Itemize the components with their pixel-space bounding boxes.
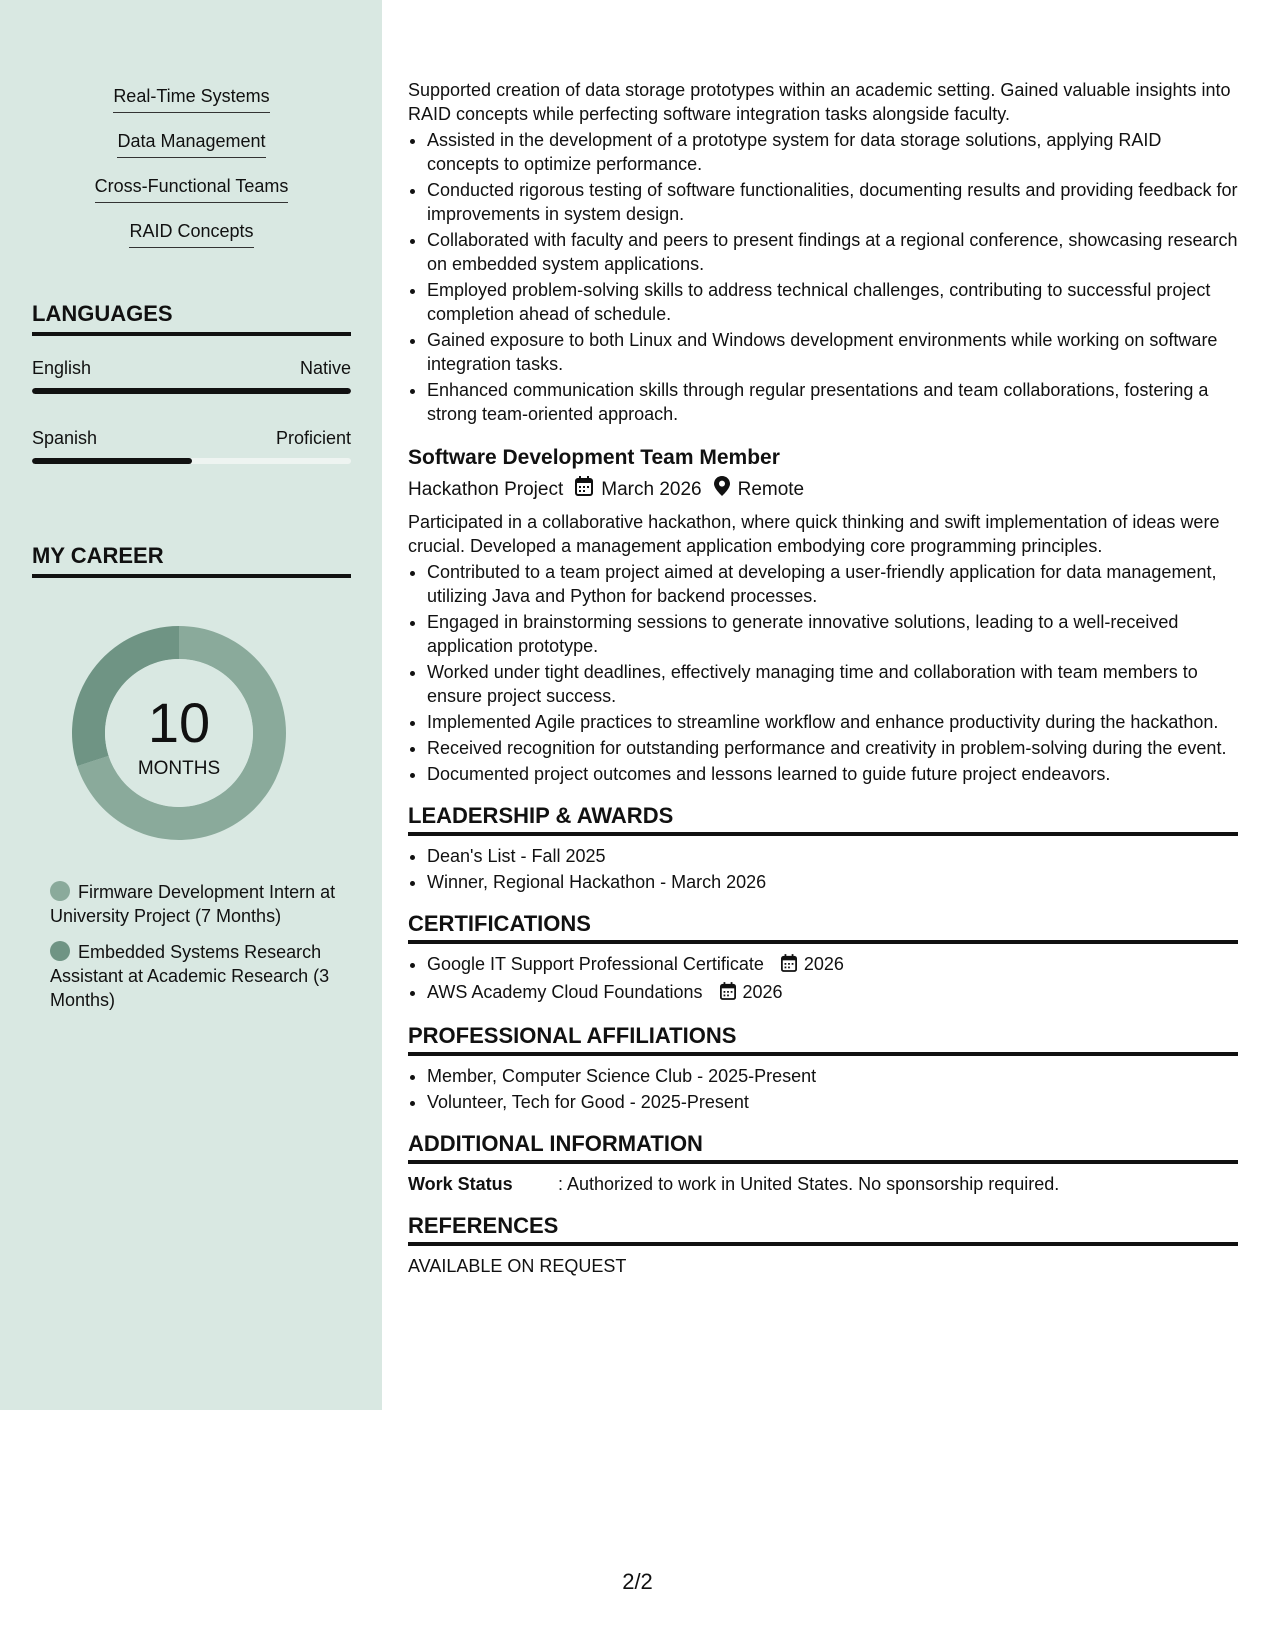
job-bullets <box>427 560 1238 786</box>
language-english <box>32 356 351 394</box>
list-item: • Gained exposure to both Linux and Windows development environments while working on software integration tasks. <box>427 328 1238 376</box>
skill-item: RAID Concepts <box>129 219 253 248</box>
list-item: • Engaged in brainstorming sessions to generate innovative solutions, leading to a well-received application prototype. <box>427 610 1238 658</box>
language-level: Proficient <box>275 428 351 448</box>
legend-item <box>50 880 340 928</box>
list-item: • Contributed to a team project aimed at developing a user-friendly application for data management, utilizing Java and Python for backend processes. <box>427 560 1238 608</box>
list-item: • Dean's List - Fall 2025 <box>427 844 1238 868</box>
work-status-value: : Authorized to work in United States. No sponsorship required. <box>558 1174 1060 1194</box>
list-item: • Conducted rigorous testing of software functionalities, documenting results and providing feedback for improvements in system design. <box>427 178 1238 226</box>
skill-item: Data Management <box>117 129 265 158</box>
cert-name: Google IT Support Professional Certificate <box>427 954 764 974</box>
job-date: March 2026 <box>601 479 702 500</box>
donut-center <box>64 618 294 848</box>
sidebar <box>0 0 382 1410</box>
list-item: • Winner, Regional Hackathon - March 2026 <box>427 870 1238 894</box>
legend-dot <box>50 881 70 901</box>
cert-year: 2026 <box>803 954 844 974</box>
language-name: English <box>32 358 92 378</box>
career-unit: MONTHS <box>137 758 221 779</box>
list-item <box>427 952 1238 978</box>
work-status <box>408 1172 1238 1196</box>
career-legend <box>50 880 340 1024</box>
list-item: • Implemented Agile practices to streamline workflow and enhance productivity during the hackathon. <box>427 710 1238 734</box>
work-status-label: Work Status <box>408 1174 513 1194</box>
list-item: • Received recognition for outstanding performance and creativity in problem-solving during the event. <box>427 736 1238 760</box>
references-heading: REFERENCES <box>408 1212 1238 1246</box>
leadership-list <box>427 844 1238 894</box>
list-item: • Member, Computer Science Club - 2025-Present <box>427 1064 1238 1088</box>
language-name: Spanish <box>32 428 98 448</box>
proficiency-fill <box>32 458 192 464</box>
career-donut-chart <box>64 618 294 848</box>
language-spanish <box>32 426 351 464</box>
main-content <box>408 78 1238 1278</box>
list-item: • Documented project outcomes and lessons learned to guide future project endeavors. <box>427 762 1238 786</box>
calendar-icon <box>781 954 797 978</box>
legend-label: Firmware Development Intern at University Project (7 Months) <box>50 882 336 926</box>
skill-item: Cross-Functional Teams <box>95 174 289 203</box>
experience-bullets <box>427 128 1238 426</box>
proficiency-fill <box>32 388 351 394</box>
experience-summary: Supported creation of data storage prototypes within an academic setting. Gained valuable insights into RAID concepts while perfecting software integration tasks alongside faculty. <box>408 80 1231 124</box>
job-summary: Participated in a collaborative hackathon, where quick thinking and swift implementation of ideas were crucial. Developed a management application embodying core programming principles. <box>408 512 1220 556</box>
career-total: 10 <box>147 691 211 754</box>
job-company: Hackathon Project <box>408 479 564 500</box>
list-item: • Volunteer, Tech for Good - 2025-Present <box>427 1090 1238 1114</box>
list-item: • Enhanced communication skills through regular presentations and team collaborations, fostering a strong team-oriented approach. <box>427 378 1238 426</box>
job-location: Remote <box>737 479 805 500</box>
list-item: • Worked under tight deadlines, effectively managing time and collaboration with team members to ensure project success. <box>427 660 1238 708</box>
certifications-list <box>427 952 1238 1006</box>
certifications-heading: CERTIFICATIONS <box>408 910 1238 944</box>
additional-info-heading: ADDITIONAL INFORMATION <box>408 1130 1238 1164</box>
languages-heading: LANGUAGES <box>32 300 351 336</box>
calendar-icon <box>575 476 593 504</box>
references-text: AVAILABLE ON REQUEST <box>408 1256 627 1276</box>
skill-item: Real-Time Systems <box>113 84 269 113</box>
language-proficiency-bar <box>32 458 351 464</box>
page-number: 2/2 <box>622 1569 653 1594</box>
affiliations-list <box>427 1064 1238 1114</box>
calendar-icon <box>720 982 736 1006</box>
cert-name: AWS Academy Cloud Foundations <box>427 982 703 1002</box>
job-title: Software Development Team Member <box>408 446 780 469</box>
job-meta <box>408 476 1238 504</box>
career-heading: MY CAREER <box>32 542 351 578</box>
skills-list <box>32 84 351 264</box>
language-proficiency-bar <box>32 388 351 394</box>
language-level: Native <box>299 358 351 378</box>
legend-dot <box>50 941 70 961</box>
affiliations-heading: PROFESSIONAL AFFILIATIONS <box>408 1022 1238 1056</box>
legend-item <box>50 940 340 1012</box>
list-item: • Employed problem-solving skills to address technical challenges, contributing to successful project completion ahead of schedule. <box>427 278 1238 326</box>
cert-year: 2026 <box>742 982 783 1002</box>
list-item <box>427 980 1238 1006</box>
leadership-heading: LEADERSHIP & AWARDS <box>408 802 1238 836</box>
list-item: • Collaborated with faculty and peers to present findings at a regional conference, showcasing research on embedded system applications. <box>427 228 1238 276</box>
map-pin-icon <box>714 476 730 504</box>
legend-label: Embedded Systems Research Assistant at Academic Research (3 Months) <box>50 942 330 1010</box>
list-item: • Assisted in the development of a prototype system for data storage solutions, applying RAID concepts to optimize performance. <box>427 128 1238 176</box>
